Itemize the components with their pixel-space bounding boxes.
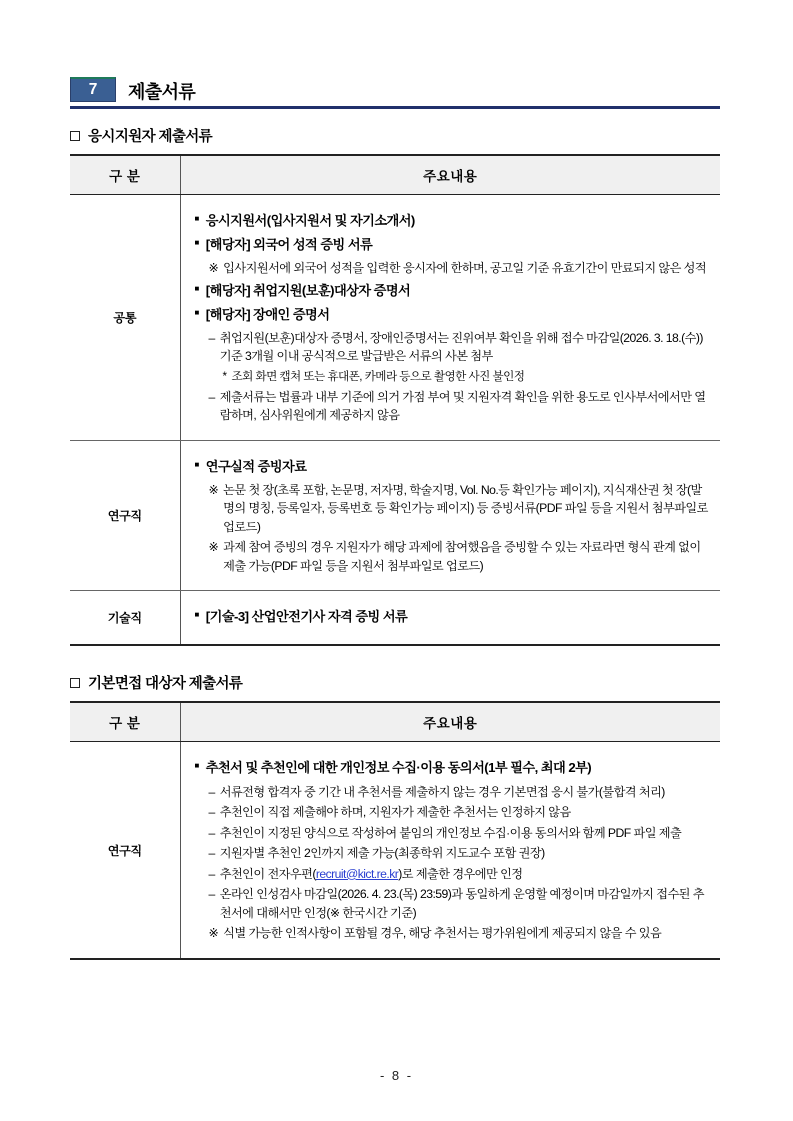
page-number: - 8 - <box>379 1068 414 1083</box>
subsection-heading-1 <box>70 125 720 146</box>
line-text: 취업지원(보훈)대상자 증명서, 장애인증명서는 진위여부 확인을 위해 접수 마감일(2026. 3. 18.(수)) 기준 3개월 이내 공식적으로 발급받은 서류의 사본 첨부 <box>219 330 703 364</box>
table-1-body <box>70 195 720 646</box>
content-line <box>223 368 711 386</box>
content-line <box>209 865 711 884</box>
line-text: 조회 화면 캡쳐 또는 휴대폰, 카메라 등으로 촬영한 사진 불인정 <box>231 369 525 383</box>
table-row <box>70 440 720 591</box>
content-line <box>209 824 711 843</box>
table-2-header-col1: 구 분 <box>70 702 180 742</box>
submission-documents-table-1 <box>70 154 720 646</box>
content-line <box>209 329 711 366</box>
checkbox-square-icon <box>70 678 80 688</box>
content-line <box>209 844 711 863</box>
content-line <box>195 235 711 255</box>
page-content <box>70 72 720 960</box>
table-2-head <box>70 702 720 742</box>
subsection-title-2: 기본면접 대상자 제출서류 <box>88 676 243 693</box>
line-marker: – <box>208 784 215 799</box>
content-line <box>209 481 711 537</box>
content-line <box>209 803 711 822</box>
table-1-header-col2: 주요내용 <box>180 155 720 195</box>
content-line <box>195 758 711 778</box>
email-link[interactable]: recruit@kict.re.kr <box>315 866 399 881</box>
line-marker: – <box>208 866 215 881</box>
line-marker: ■ <box>194 307 199 317</box>
content-line <box>195 305 711 325</box>
row-content-cell <box>180 195 720 441</box>
line-marker: * <box>222 369 227 383</box>
line-text: 온라인 인성검사 마감일(2026. 4. 23.(목) 23:59)과 동일하게 운영할 예정이며 마감일까지 접수된 추천서에 대해서만 인정(※ 한국시간 기준) <box>219 887 704 920</box>
table-row <box>70 195 720 441</box>
table-row <box>70 591 720 646</box>
line-marker: ■ <box>194 283 199 293</box>
line-text: [기술-3] 산업안전기사 자격 증빙 서류 <box>205 609 408 625</box>
table-1-header-col1: 구 분 <box>70 155 180 195</box>
section-title: 제출서류 <box>128 82 196 102</box>
table-2-header-col2: 주요내용 <box>180 702 720 742</box>
content-line <box>209 924 711 943</box>
line-text: 연구실적 증빙자료 <box>205 458 307 474</box>
line-marker: ■ <box>194 459 199 469</box>
line-marker: ■ <box>194 214 199 223</box>
line-text: 추천인이 전자우편(recruit@kict.re.kr)로 제출한 경우에만 인정 <box>219 866 523 881</box>
line-marker: – <box>208 330 215 345</box>
line-text: 지원자별 추천인 2인까지 제출 가능(최종학위 지도교수 포함 권장) <box>219 846 545 861</box>
table-1-head <box>70 155 720 195</box>
content-line <box>195 457 711 477</box>
content-line <box>209 388 711 425</box>
line-text: [해당자] 취업지원(보훈)대상자 증명서 <box>205 282 411 298</box>
content-line <box>195 211 711 231</box>
line-text: 추천인이 직접 제출해야 하며, 지원자가 제출한 추천서는 인정하지 않음 <box>219 805 571 820</box>
line-marker: ■ <box>194 238 199 248</box>
line-text: [해당자] 외국어 성적 증빙 서류 <box>205 237 373 253</box>
subsection-heading-2 <box>70 672 720 693</box>
row-content-cell <box>180 742 720 959</box>
section-divider-rule <box>70 106 720 109</box>
line-marker: ※ <box>208 482 219 497</box>
content-line <box>195 607 711 627</box>
submission-documents-table-2 <box>70 701 720 959</box>
row-category-label: 기술직 <box>70 591 180 646</box>
subsection-title-1: 응시지원자 제출서류 <box>88 129 213 145</box>
line-text: [해당자] 장애인 증명서 <box>205 306 330 322</box>
line-text: 서류전형 합격자 중 기간 내 추천서를 제출하지 않는 경우 기본면접 응시 불가(불합격 처리) <box>219 784 665 799</box>
line-marker: – <box>208 887 215 902</box>
content-line <box>195 281 711 301</box>
content-line <box>209 259 711 278</box>
line-text: 논문 첫 장(초록 포함, 논문명, 저자명, 학술지명, Vol. No.등 확인가능 페이지), 지식재산권 첫 장(발명의 명칭, 등록일자, 등록번호 등 확인가능 페이지) 등 증빙서류(PDF 파일 등을 지원서 첨부파일로 업로드) <box>223 482 708 534</box>
line-text: 추천인이 지정된 양식으로 작성하여 붙임의 개인정보 수집·이용 동의서와 함께 PDF 파일 제출 <box>219 825 682 840</box>
line-marker: ■ <box>194 761 199 771</box>
row-category-label: 공통 <box>70 195 180 441</box>
line-marker: – <box>208 805 215 820</box>
section-heading <box>70 72 720 102</box>
line-text: 응시지원서(입사지원서 및 자기소개서) <box>205 213 415 228</box>
row-content-cell <box>180 440 720 591</box>
content-line <box>209 538 711 575</box>
line-text: 제출서류는 법률과 내부 기준에 의거 가점 부여 및 지원자격 확인을 위한 용도로 인사부서에서만 열람하며, 심사위원에게 제공하지 않음 <box>219 389 706 423</box>
checkbox-square-icon <box>70 131 80 141</box>
row-category-label: 연구직 <box>70 440 180 591</box>
table-row <box>70 742 720 959</box>
line-text: 식별 가능한 인적사항이 포함될 경우, 해당 추천서는 평가위원에게 제공되지 않을 수 있음 <box>223 926 662 941</box>
line-marker: ※ <box>208 261 219 276</box>
content-line <box>209 783 711 802</box>
line-marker: ■ <box>194 610 199 620</box>
line-text: 입사지원서에 외국어 성적을 입력한 응시자에 한하며, 공고일 기준 유효기간이 만료되지 않은 성적 <box>223 261 707 276</box>
table-1-header-row <box>70 155 720 195</box>
section-number-badge: 7 <box>70 77 116 102</box>
line-marker: ※ <box>208 926 219 941</box>
table-2-header-row <box>70 702 720 742</box>
line-text: 추천서 및 추천인에 대한 개인정보 수집·이용 동의서(1부 필수, 최대 2부) <box>205 760 592 776</box>
line-text: 과제 참여 증빙의 경우 지원자가 해당 과제에 참여했음을 증빙할 수 있는 자료라면 형식 관계 없이 제출 가능(PDF 파일 등을 지원서 첨부파일로 업로드) <box>223 540 701 573</box>
row-content-cell <box>180 591 720 646</box>
line-marker: – <box>208 825 215 840</box>
content-line <box>209 885 711 922</box>
line-marker: – <box>208 389 215 404</box>
table-2-body <box>70 742 720 959</box>
line-marker: – <box>208 846 215 861</box>
page-footer <box>0 1068 793 1083</box>
line-marker: ※ <box>208 540 219 555</box>
row-category-label: 연구직 <box>70 742 180 959</box>
